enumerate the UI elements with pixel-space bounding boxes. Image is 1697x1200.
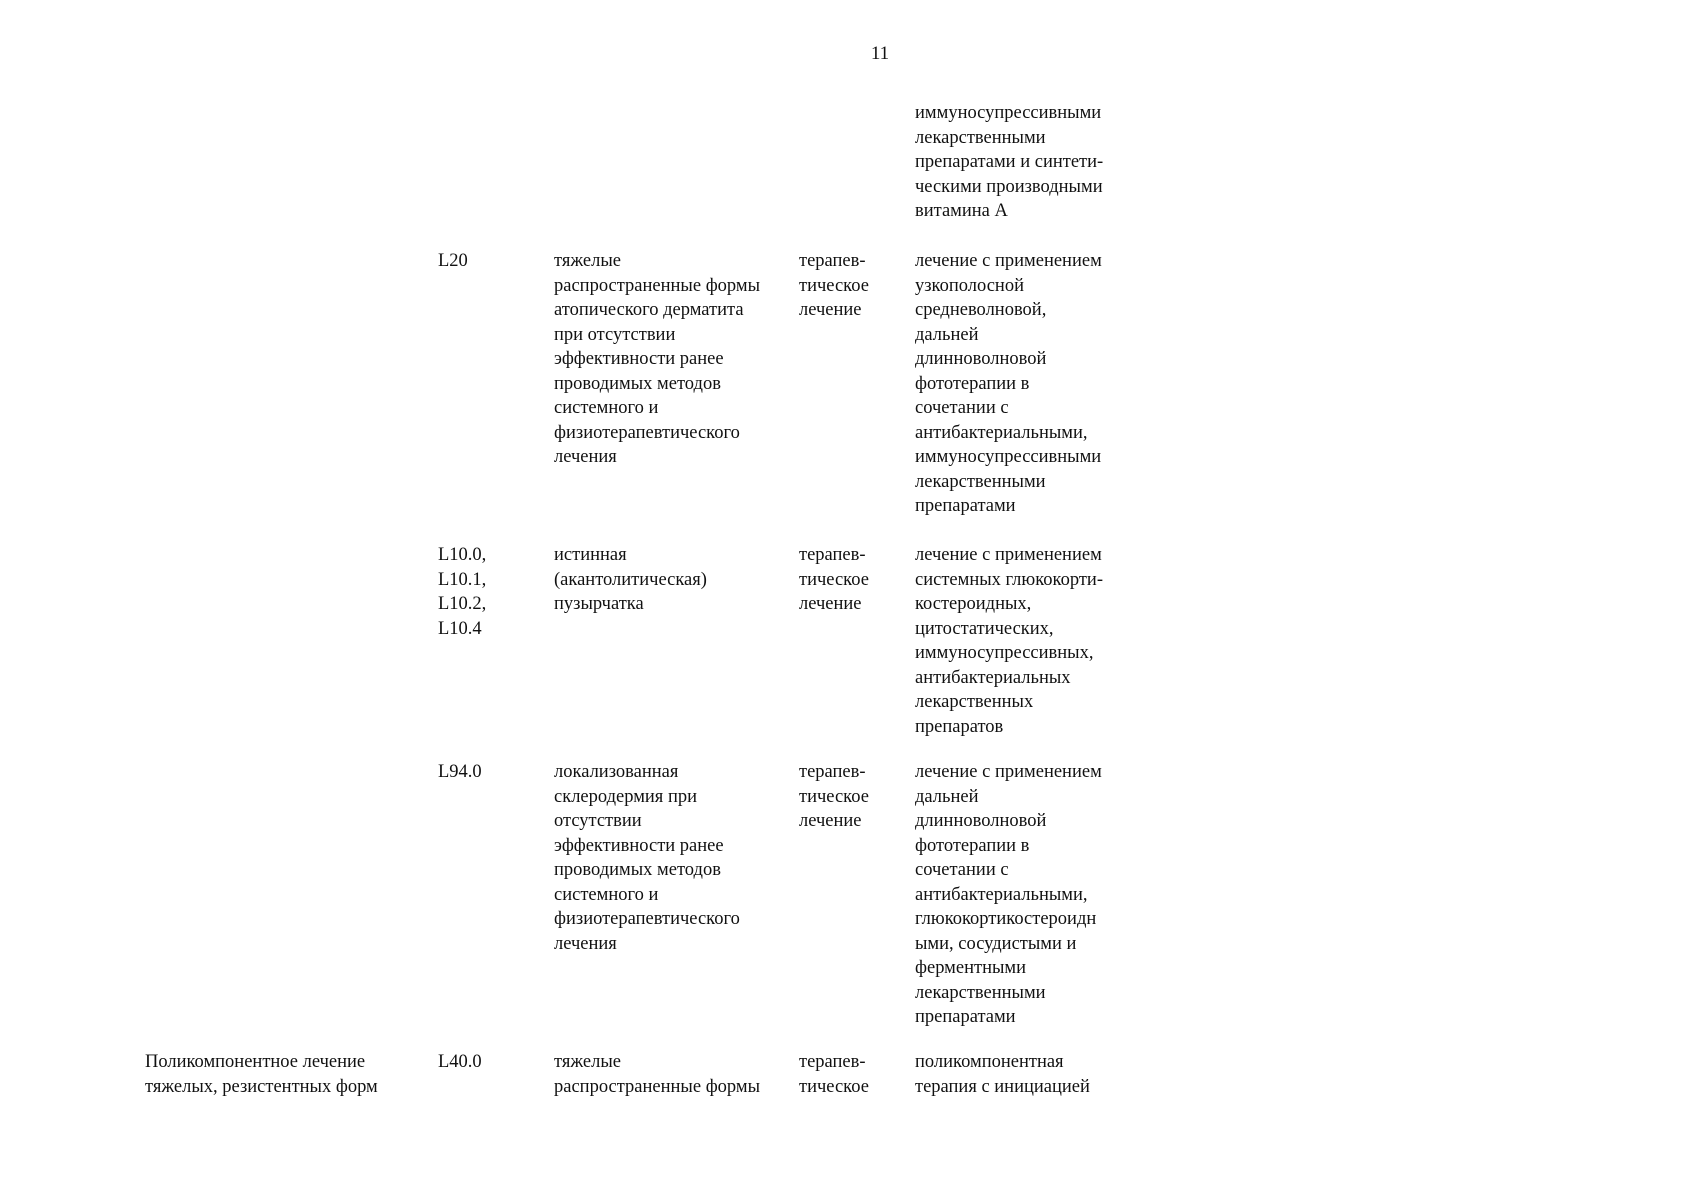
text-line: системного и: [554, 884, 659, 905]
treatment-type-cell: [799, 543, 909, 617]
text-line: цитостатических,: [915, 618, 1054, 639]
condition-cell: [554, 1050, 794, 1099]
text-line: препаратами: [915, 1007, 1016, 1027]
text-line: проводимых методов: [554, 860, 721, 880]
text-line: лечения: [554, 447, 617, 467]
code-cell: [438, 760, 538, 785]
text-line: тическое: [799, 786, 869, 807]
text-line: L10.1,: [438, 569, 487, 590]
text-line: (акантолитическая): [554, 569, 707, 590]
section-cell: [145, 1050, 415, 1099]
text-line: L40.0: [438, 1052, 482, 1072]
method-cell: [915, 101, 1145, 224]
text-line: тяжелые: [554, 251, 621, 271]
text-line: лечения: [554, 933, 617, 954]
text-line: эффективности ранее: [554, 349, 724, 369]
text-line: глюкокортикостероидн: [915, 909, 1097, 929]
text-line: системного и: [554, 398, 659, 418]
text-line: L10.2,: [438, 594, 487, 614]
text-line: лекарственными: [915, 982, 1046, 1003]
text-line: физиотерапевтического: [554, 909, 740, 929]
text-line: дальней: [915, 786, 979, 807]
text-line: лекарственных: [915, 692, 1034, 712]
text-line: распространенные формы: [554, 275, 761, 296]
treatment-type-cell: [799, 1050, 909, 1099]
text-line: пузырчатка: [554, 594, 644, 614]
text-line: истинная: [554, 545, 627, 565]
text-line: L94.0: [438, 762, 482, 782]
text-line: L20: [438, 251, 468, 271]
text-line: тическое: [799, 275, 869, 296]
text-line: тическое: [799, 569, 869, 590]
text-line: терапия с инициацией: [915, 1076, 1090, 1097]
text-line: L10.4: [438, 618, 482, 639]
text-line: терапев-: [799, 545, 866, 565]
text-line: иммуносупрессивными: [915, 103, 1102, 123]
text-line: терапев-: [799, 1052, 866, 1072]
text-line: локализованная: [554, 762, 679, 782]
text-line: иммуносупрессивных,: [915, 643, 1094, 663]
condition-cell: [554, 760, 794, 956]
code-cell: [438, 249, 538, 274]
text-line: средневолновой,: [915, 300, 1047, 320]
text-line: препаратами: [915, 496, 1016, 516]
text-line: длинноволновой: [915, 349, 1047, 369]
text-line: терапев-: [799, 762, 866, 782]
text-line: лекарственными: [915, 471, 1046, 492]
text-line: ферментными: [915, 958, 1027, 978]
condition-cell: [554, 543, 794, 617]
text-line: лечение: [799, 300, 862, 320]
text-line: лечение: [799, 594, 862, 614]
text-line: лечение с применением: [915, 251, 1102, 271]
text-line: антибактериальных: [915, 667, 1071, 688]
text-line: системных глюкокорти-: [915, 569, 1103, 590]
text-line: тяжелых, резистентных форм: [145, 1076, 378, 1097]
text-line: физиотерапевтического: [554, 422, 740, 443]
text-line: эффективности ранее: [554, 835, 724, 856]
text-line: проводимых методов: [554, 373, 721, 394]
text-line: фототерапии в: [915, 373, 1030, 394]
text-line: антибактериальными,: [915, 422, 1088, 443]
condition-cell: [554, 249, 794, 470]
text-line: лечение с применением: [915, 762, 1102, 782]
method-cell: [915, 543, 1145, 739]
text-line: ческими производными: [915, 176, 1103, 197]
text-line: лекарственными: [915, 127, 1046, 148]
text-line: сочетании с: [915, 860, 1009, 880]
code-cell: [438, 543, 538, 641]
text-line: препаратами и синтети-: [915, 152, 1104, 172]
method-cell: [915, 760, 1145, 1030]
text-line: дальней: [915, 324, 979, 345]
text-line: тическое: [799, 1076, 869, 1097]
code-cell: [438, 1050, 538, 1075]
text-line: иммуносупрессивными: [915, 447, 1102, 467]
text-line: фототерапии в: [915, 835, 1030, 856]
text-line: тяжелые: [554, 1052, 621, 1072]
text-line: терапев-: [799, 251, 866, 271]
text-line: поликомпонентная: [915, 1052, 1064, 1072]
treatment-type-cell: [799, 760, 909, 834]
text-line: лечение: [799, 811, 862, 831]
text-line: при отсутствии: [554, 324, 676, 345]
text-line: склеродермия при: [554, 786, 697, 807]
text-line: лечение с применением: [915, 545, 1102, 565]
treatment-type-cell: [799, 249, 909, 323]
text-line: узкополосной: [915, 275, 1024, 296]
text-line: атопического дерматита: [554, 300, 744, 320]
text-line: L10.0,: [438, 545, 487, 565]
text-line: костероидных,: [915, 594, 1032, 614]
text-line: препаратов: [915, 716, 1004, 737]
text-line: ыми, сосудистыми и: [915, 933, 1077, 954]
text-line: отсутствии: [554, 811, 642, 831]
page-number: 11: [870, 43, 890, 64]
method-cell: [915, 249, 1145, 519]
text-line: распространенные формы: [554, 1076, 761, 1097]
text-line: антибактериальными,: [915, 884, 1088, 905]
method-cell: [915, 1050, 1145, 1099]
text-line: Поликомпонентное лечение: [145, 1052, 366, 1072]
text-line: витамина А: [915, 201, 1008, 221]
text-line: длинноволновой: [915, 811, 1047, 831]
text-line: сочетании с: [915, 398, 1009, 418]
